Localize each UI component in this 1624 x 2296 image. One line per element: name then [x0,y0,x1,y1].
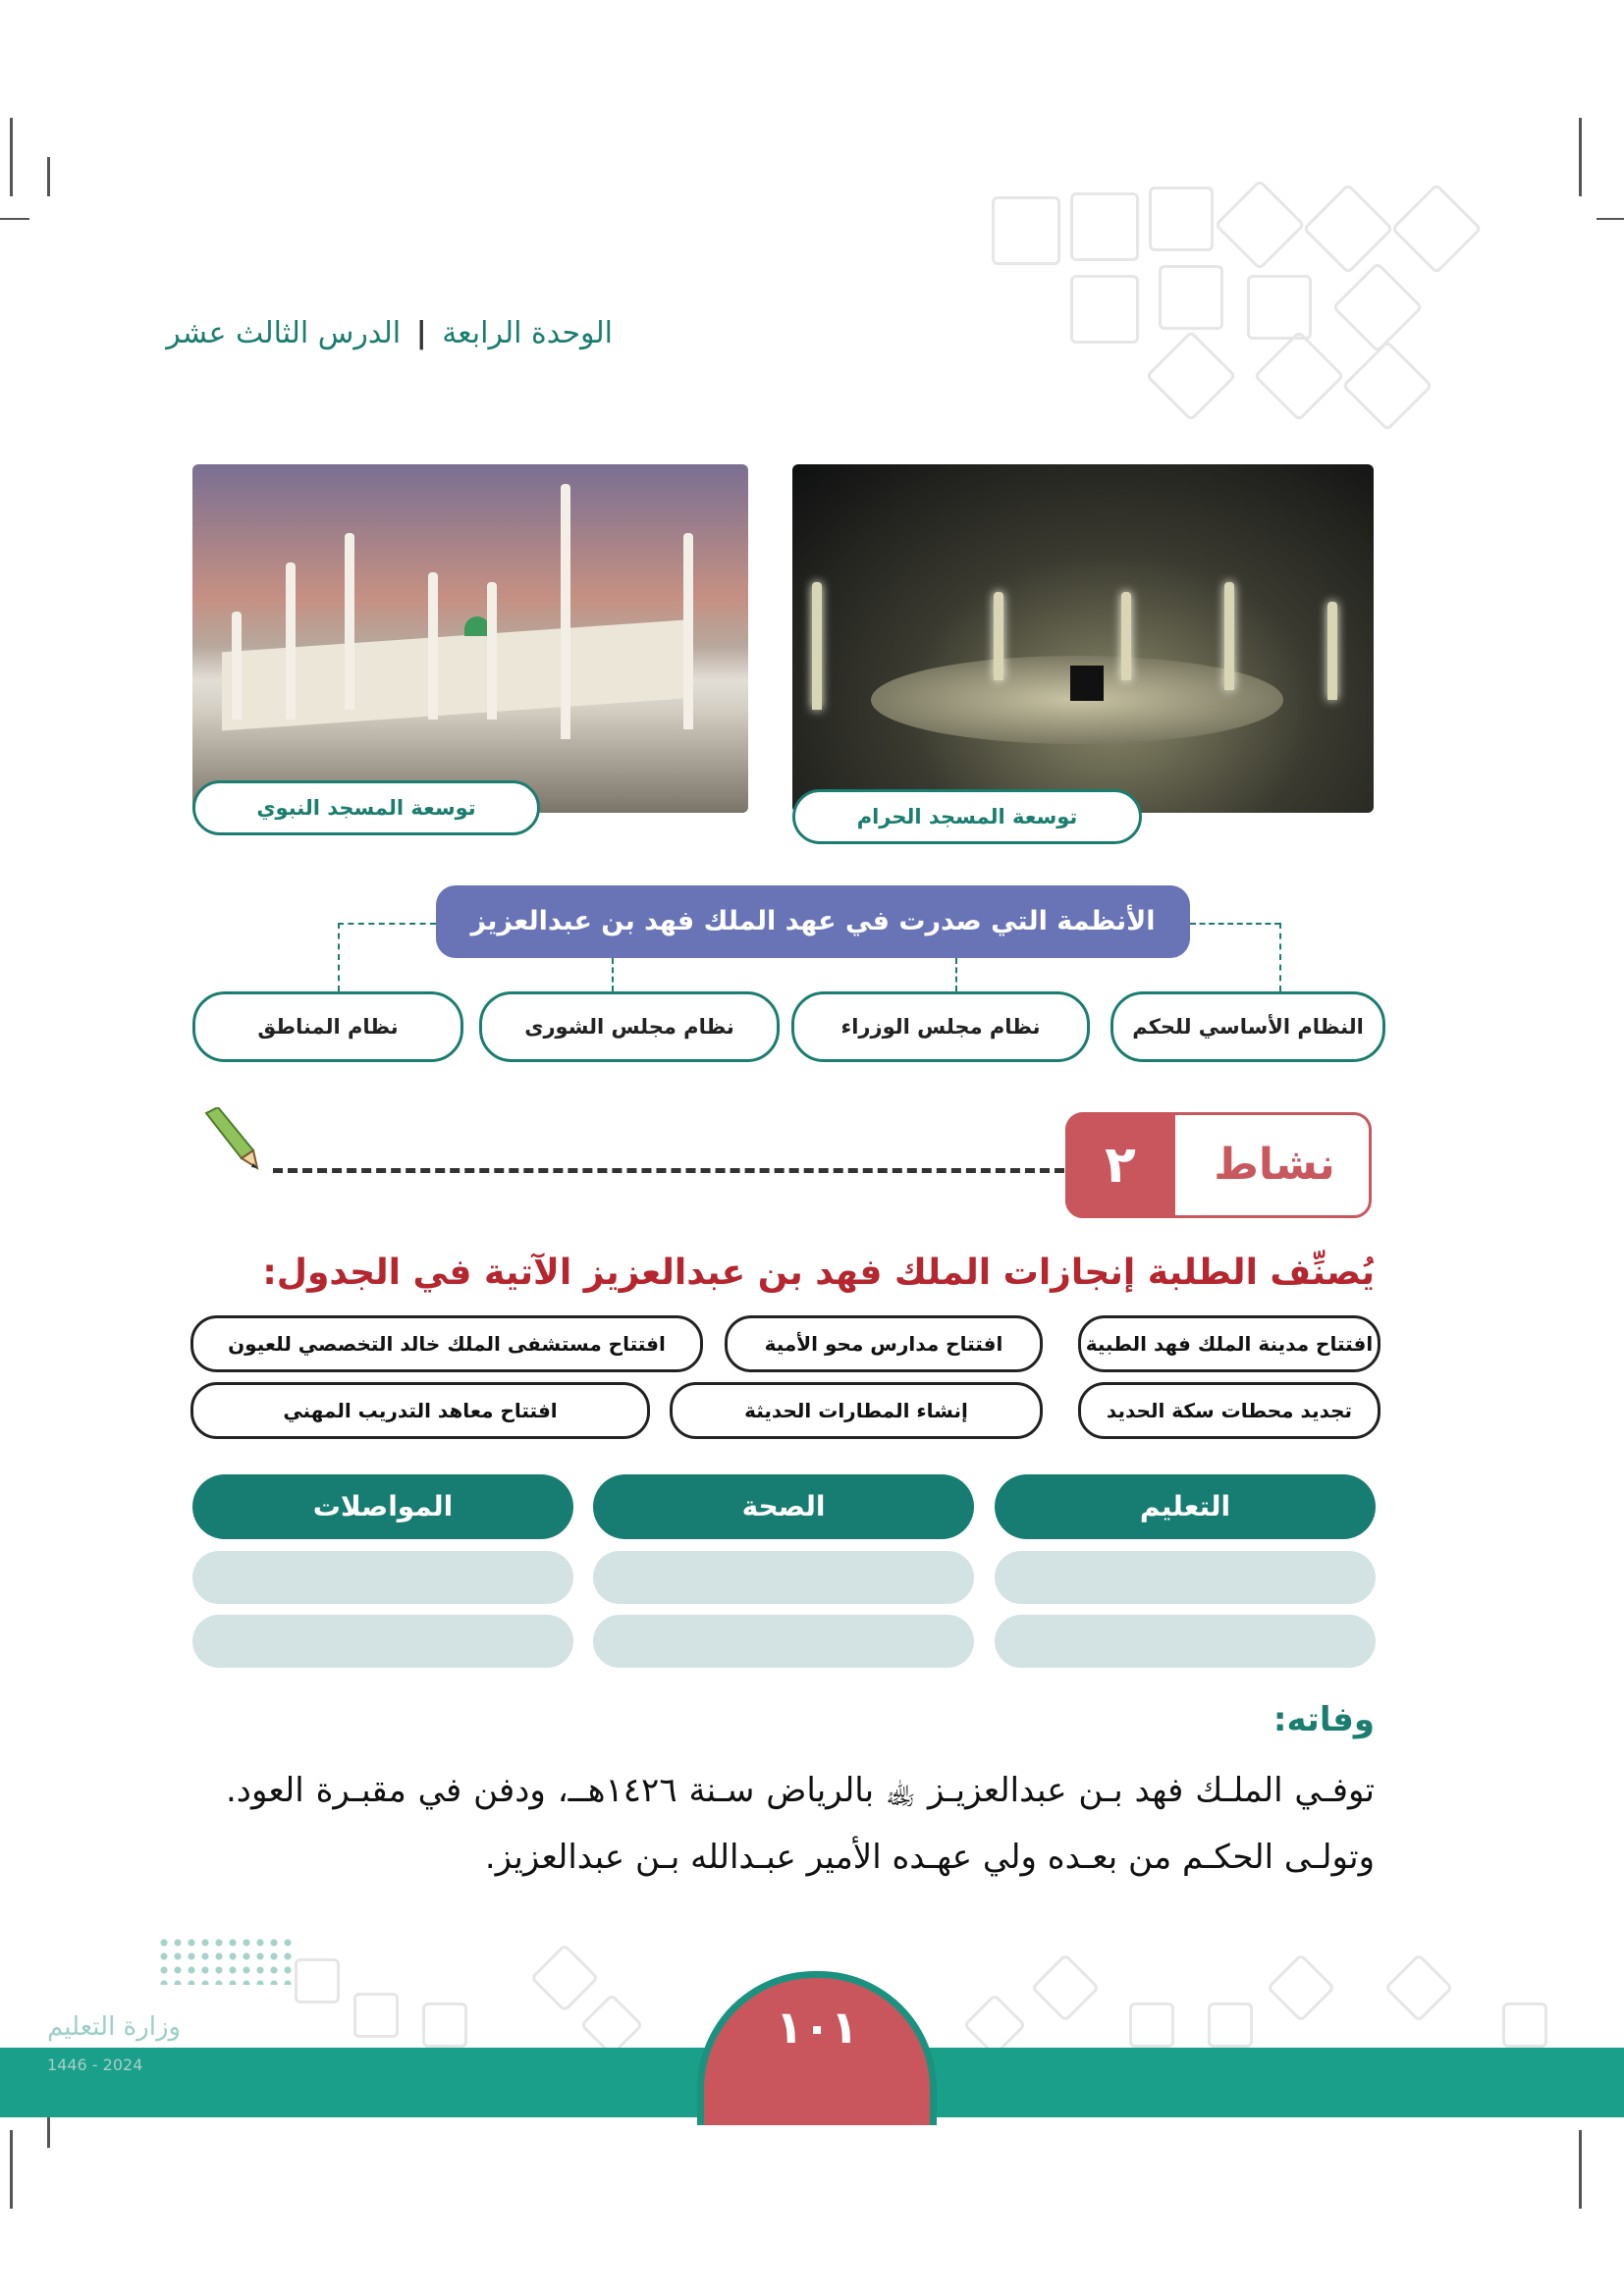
achievement-item: افتتاح مدارس محو الأمية [725,1315,1043,1372]
minaret [286,562,296,720]
connector-line [1190,923,1280,925]
crop-mark [1597,218,1624,220]
regulation-item: نظام مجلس الشورى [479,991,780,1062]
connector-line [338,923,340,991]
decor-square [353,1993,399,2038]
decor-square [1331,261,1423,352]
decor-square [1129,2002,1174,2048]
header-separator: | [415,316,427,350]
page-number: ١٠١ [697,1971,937,2125]
column-health: الصحة [593,1474,974,1539]
connector-line [1279,923,1281,991]
decor-square [1031,1953,1101,2023]
column-transport: المواصلات [192,1474,573,1539]
lesson-header [166,316,613,350]
crop-mark [10,2130,13,2209]
minaret [994,592,1003,680]
death-heading: وفاته: [1272,1700,1375,1739]
activity-label: نشاط [1214,1140,1335,1190]
table-cell[interactable] [192,1551,573,1604]
regulation-item: نظام المناطق [192,991,463,1062]
ministry-logo-dots [157,1936,295,1985]
connector-line [955,958,957,991]
crop-mark [47,157,50,196]
table-cell[interactable] [995,1615,1376,1668]
achievement-item: إنشاء المطارات الحديثة [670,1382,1043,1439]
achievement-item: تجديد محطات سكة الحديد [1078,1382,1380,1439]
activity-divider [273,1168,1064,1173]
activity-box [1065,1112,1372,1218]
table-cell[interactable] [593,1551,974,1604]
decor-square [295,1958,340,2003]
crop-mark [1579,2130,1582,2209]
decor-square [530,1944,600,2013]
decor-square [1502,2002,1547,2048]
decor-square [1159,265,1223,330]
minaret [1224,582,1234,690]
regulation-item: النظام الأساسي للحكم [1110,991,1385,1062]
kaaba [1070,666,1104,701]
minaret [232,612,242,720]
activity-number: ٢ [1065,1112,1175,1218]
ministry-name: وزارة التعليم [47,2012,182,2042]
decor-square [1149,187,1214,251]
decor-square [1070,192,1139,261]
decor-square [1253,330,1344,421]
achievement-item: افتتاح مدينة الملك فهد الطبية [1078,1315,1380,1372]
decor-square [1214,179,1305,270]
minaret [683,533,693,729]
prophet-mosque-caption: توسعة المسجد النبوي [192,780,540,835]
minaret [1327,602,1337,700]
achievement-item: افتتاح مستشفى الملك خالد التخصصي للعيون [190,1315,703,1372]
ministry-year: 2024 - 1446 [47,2056,143,2074]
regulations-title: الأنظمة التي صدرت في عهد الملك فهد بن عبدالعزيز [436,885,1190,958]
crop-mark [10,118,13,196]
table-cell[interactable] [192,1615,573,1668]
grand-mosque-photo [792,464,1374,813]
minaret [812,582,822,710]
prophet-mosque-photo [192,464,748,813]
decor-square [1070,275,1139,344]
minaret [1121,592,1131,680]
decor-square [1247,275,1312,340]
crop-mark [0,218,29,220]
connector-line [338,923,436,925]
column-education: التعليم [995,1474,1376,1539]
regulation-item: نظام مجلس الوزراء [791,991,1090,1062]
minaret [345,533,354,710]
decor-square [1145,330,1236,421]
decor-square [1208,2002,1253,2048]
crop-mark [1579,118,1582,196]
minaret [561,484,570,739]
grand-mosque-caption: توسعة المسجد الحرام [792,789,1142,844]
decor-square [1341,340,1433,431]
activity-instruction: يُصنِّف الطلبة إنجازات الملك فهد بن عبدالعزيز الآتية في الجدول: [262,1253,1375,1293]
decor-square [1267,1953,1336,2023]
table-cell[interactable] [995,1551,1376,1604]
death-paragraph: توفـي الملـك فهد بـن عبدالعزيـز ﵀ بالرياض سـنة ١٤٢٦هــ، ودفن في مقبـرة العود. وتولـى الحكـم من بعـده ولي عهـده الأمير عبـدالله بـن عبدالعزيز. [226,1771,1375,1877]
decor-square [422,2002,467,2048]
decor-square [992,196,1060,265]
decor-square [1302,183,1393,274]
table-cell[interactable] [593,1615,974,1668]
connector-line [612,958,614,991]
achievement-item: افتتاح معاهد التدريب المهني [190,1382,650,1439]
minaret [428,572,438,720]
minaret [487,582,497,720]
pencil-icon [192,1107,261,1180]
decor-square [1390,183,1482,274]
unit-title: الوحدة الرابعة [442,316,613,350]
decor-square [1384,1953,1454,2023]
lesson-title: الدرس الثالث عشر [166,316,402,350]
